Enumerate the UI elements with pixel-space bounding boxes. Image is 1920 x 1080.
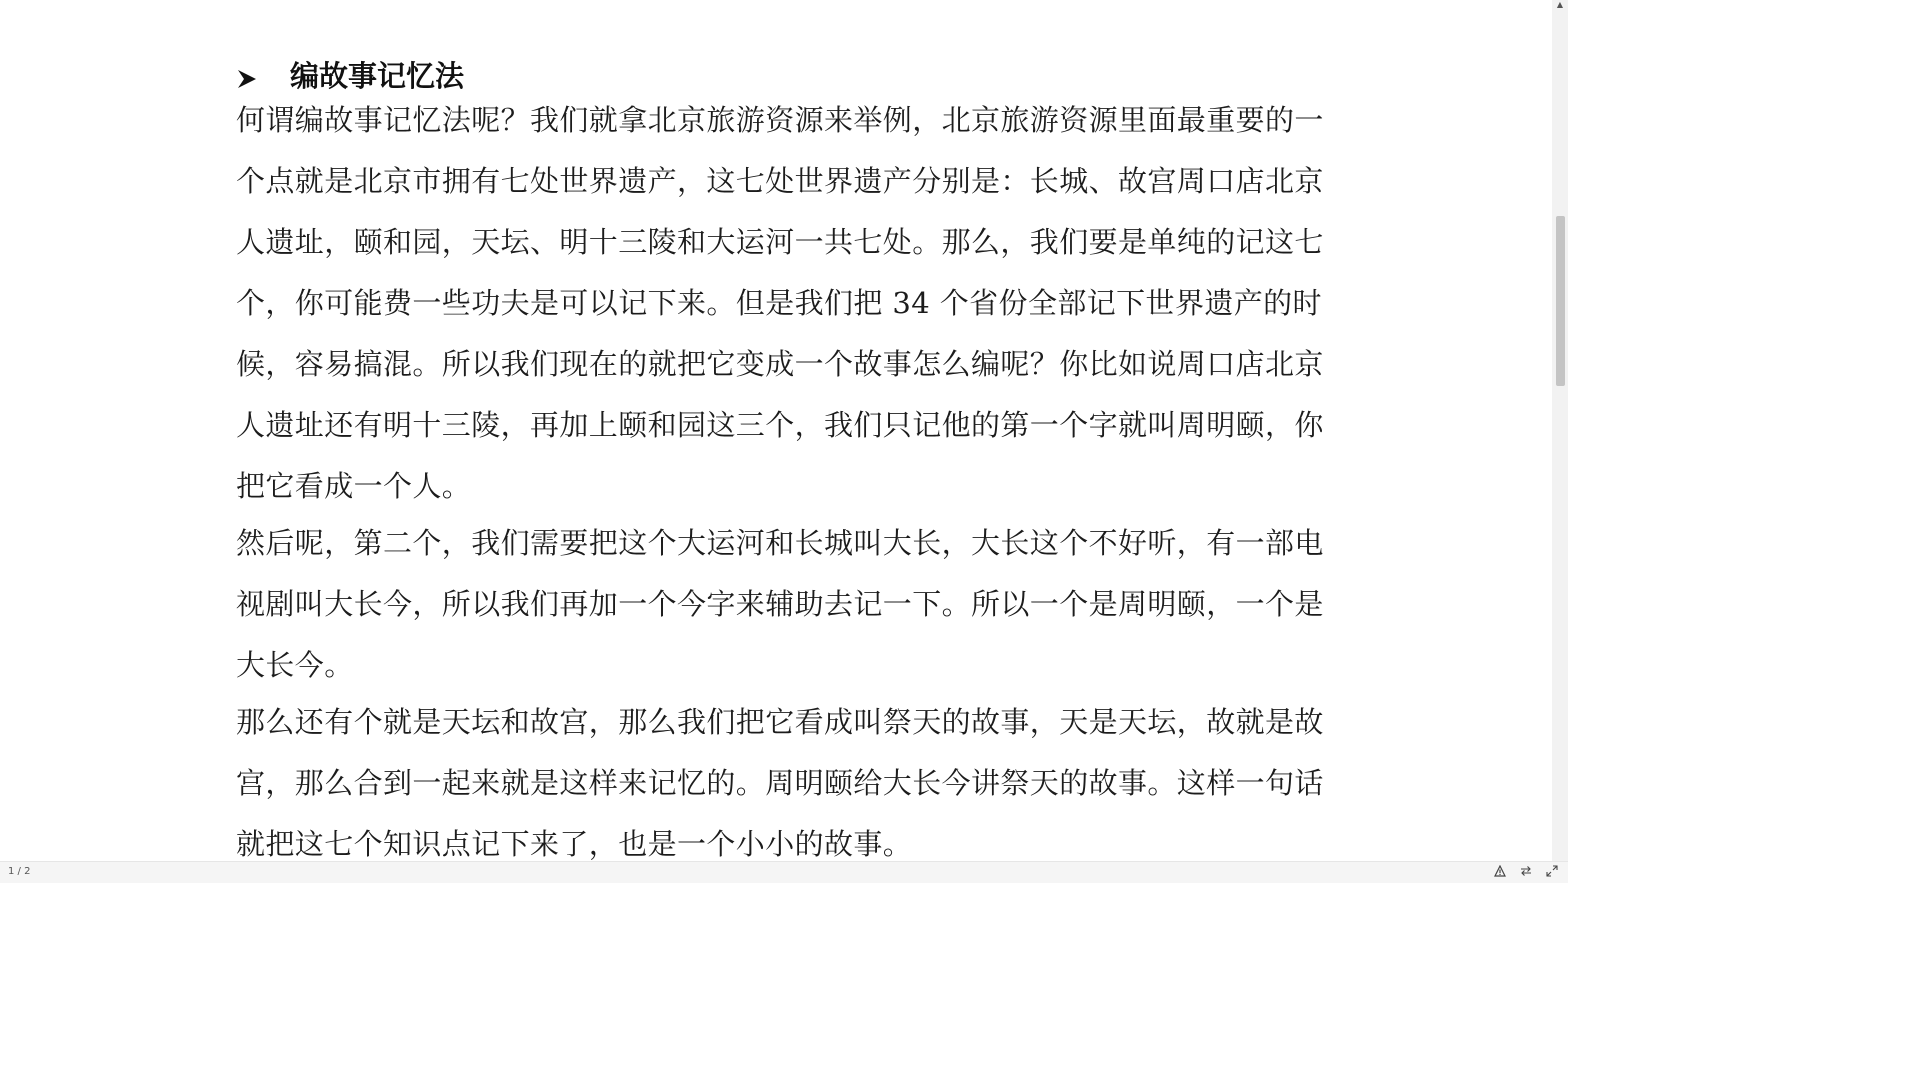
paragraph: 然后呢，第二个，我们需要把这个大运河和长城叫大长，大长这个不好听，有一部电视剧叫大长今，所以我们再加一个今字来辅助去记一下。所以一个是周明颐，一个是大长今。 (236, 526, 1324, 682)
scroll-up-arrow-icon[interactable]: ▲ (1556, 0, 1564, 9)
scrollbar-thumb[interactable] (1556, 216, 1565, 386)
vertical-scrollbar[interactable] (1552, 0, 1568, 861)
body-text (236, 90, 1326, 861)
heading-text: 编故事记忆法 (290, 58, 465, 93)
swap-icon[interactable] (1520, 865, 1532, 877)
status-bar (0, 861, 1568, 883)
fullscreen-icon[interactable] (1546, 865, 1558, 877)
warning-icon[interactable] (1494, 865, 1506, 877)
page-counter: 1 / 2 (8, 866, 31, 877)
paragraph: 那么还有个就是天坛和故宫，那么我们把它看成叫祭天的故事，天是天坛，故就是故宫，那么合到一起来就是这样来记忆的。周明颐给大长今讲祭天的故事。这样一句话就把这七个知识点记下来了，也是一个小小的故事。 (236, 705, 1324, 861)
arrowhead-bullet-icon (236, 63, 258, 85)
status-icons (1494, 865, 1558, 877)
paragraph: 何谓编故事记忆法呢？我们就拿北京旅游资源来举例，北京旅游资源里面最重要的一个点就是北京市拥有七处世界遗产，这七处世界遗产分别是：长城、故宫周口店北京人遗址，颐和园，天坛、明十三陵和大运河一共七处。那么，我们要是单纯的记这七个，你可能费一些功夫是可以记下来。但是我们把 34 个省份全部记下世界遗产的时候，容易搞混。所以我们现在的就把它变成一个故事怎么编呢？你比如说周口店北京人遗址还有明十三陵，再加上颐和园这三个，我们只记他的第一个字就叫周明颐，你把它看成一个人。 (236, 103, 1324, 503)
